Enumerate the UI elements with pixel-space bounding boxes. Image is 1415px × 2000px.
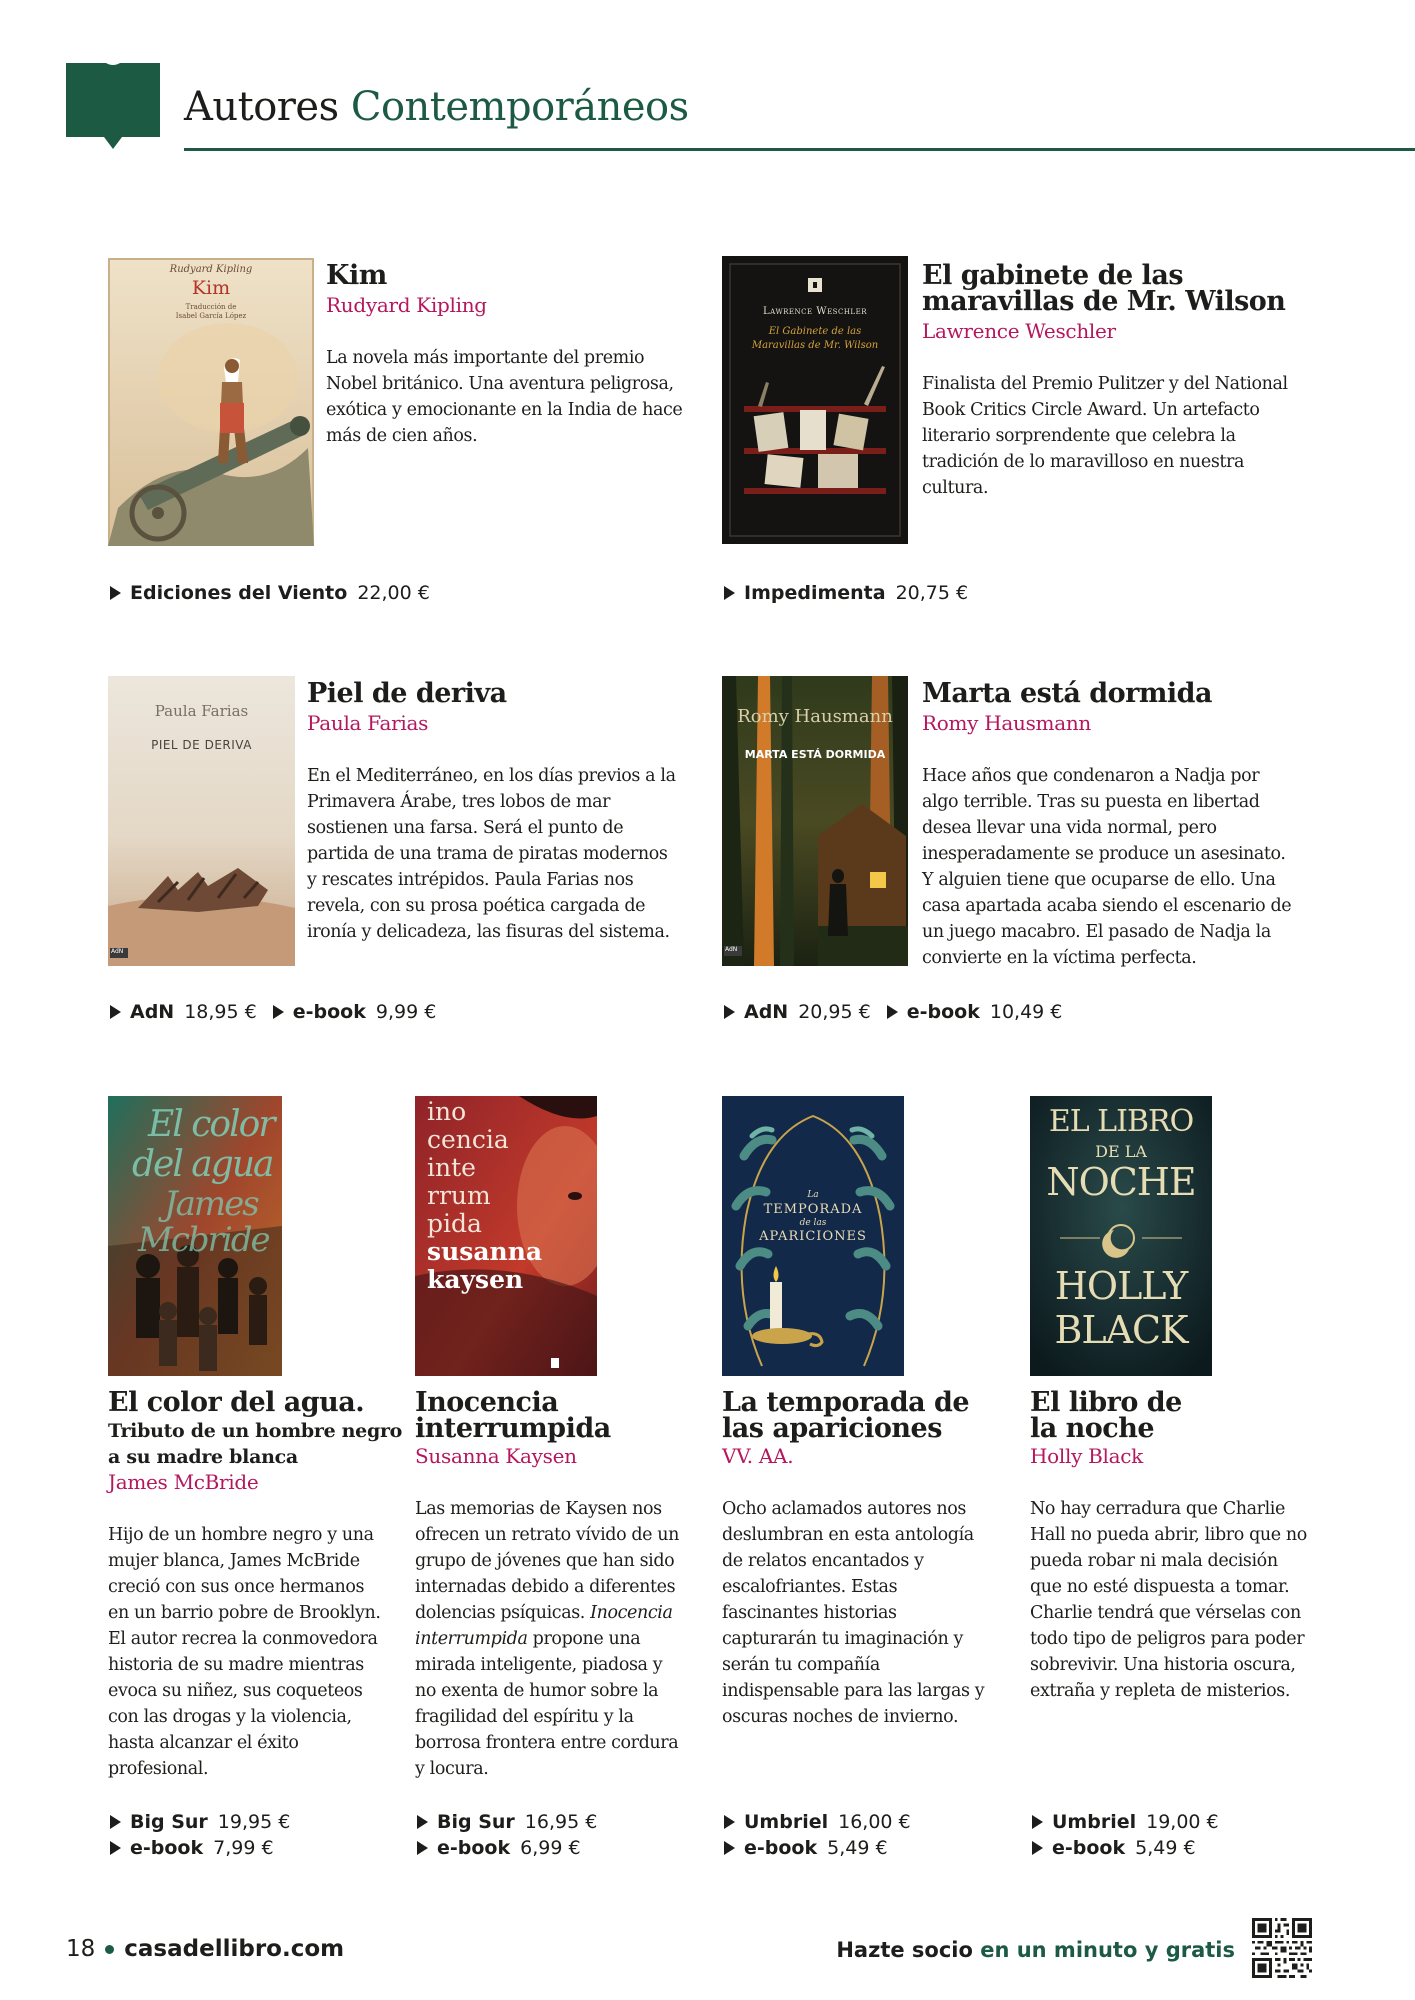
book-cover-inocencia-interrumpida[interactable] bbox=[415, 1096, 597, 1376]
book-icon bbox=[66, 63, 160, 149]
book-cover-la-temporada-de-las-apariciones[interactable] bbox=[722, 1096, 904, 1376]
cover-title: Maravillas de Mr. Wilson bbox=[751, 340, 879, 351]
cover-author: Rudyard Kipling bbox=[169, 264, 253, 275]
cover-logo: AdN bbox=[111, 948, 124, 955]
bullet-icon bbox=[105, 1945, 114, 1954]
book-subtitle: Tributo de un hombre negro a su madre blanca bbox=[108, 1420, 403, 1468]
play-icon bbox=[417, 1841, 428, 1855]
cover-title: El Gabinete de las bbox=[768, 326, 862, 337]
play-icon bbox=[110, 1841, 121, 1855]
book-description: Las memorias de Kaysen nos ofrecen un retrato vívido de un grupo de jóvenes que han sido internadas debido a diferentes dolencias psíquicas. Inocencia interrumpida propone una mirada inteligente, piadosa y no exenta de humor sobre la fragilidad del espíritu y la borrosa frontera entre cordura y locura. bbox=[415, 1499, 680, 1779]
price-line[interactable]: Ediciones del Viento 22,00 € bbox=[110, 581, 446, 605]
book-author[interactable]: Susanna Kaysen bbox=[415, 1444, 577, 1468]
cover-author: HOLLY bbox=[1054, 1264, 1188, 1308]
qr-code-icon[interactable] bbox=[1252, 1918, 1312, 1978]
price-line[interactable]: Umbriel 19,00 € bbox=[1032, 1810, 1235, 1834]
cover-author: James bbox=[164, 1184, 258, 1224]
book-author[interactable]: VV. AA. bbox=[722, 1444, 794, 1468]
book-description: En el Mediterráneo, en los días previos a la Primavera Árabe, tres lobos de mar sostienen una farsa. Será el punto de partida de una trama de piratas modernos y rescates intrépidos. Paula Farias nos revela, con su prosa poética cargada de ironía y delicadeza, las fisuras del sistema. bbox=[307, 766, 676, 942]
play-icon bbox=[1032, 1841, 1043, 1855]
play-icon bbox=[417, 1815, 428, 1829]
cover-title: DE LA bbox=[1095, 1142, 1147, 1161]
page-title: Autores Contemporáneos bbox=[184, 84, 689, 130]
book-author[interactable]: Rudyard Kipling bbox=[326, 293, 487, 317]
cover-title: EL LIBRO bbox=[1048, 1104, 1194, 1139]
cover-title: MARTA ESTÁ DORMIDA bbox=[744, 748, 886, 761]
cover-title: de las bbox=[799, 1218, 827, 1228]
cover-title: APARICIONES bbox=[759, 1229, 867, 1244]
footer-page-info bbox=[66, 1936, 344, 1962]
book-title: La temporada de las apariciones bbox=[722, 1387, 970, 1444]
membership-cta[interactable]: Hazte socio en un minuto y gratis bbox=[836, 1938, 1235, 1962]
price-line[interactable]: e-book 5,49 € bbox=[724, 1836, 904, 1860]
play-icon bbox=[110, 1005, 121, 1019]
site-link[interactable]: casadellibro.com bbox=[124, 1936, 345, 1962]
cover-title: ino cencia inte rrum pida bbox=[427, 1097, 509, 1238]
book-author[interactable]: Lawrence Weschler bbox=[922, 319, 1116, 343]
price-line[interactable]: e-book 7,99 € bbox=[110, 1836, 290, 1860]
play-icon bbox=[110, 1815, 121, 1829]
cover-title: del agua bbox=[132, 1144, 273, 1185]
cover-title: PIEL DE DERIVA bbox=[151, 738, 252, 752]
book-title: Kim bbox=[326, 260, 387, 291]
price-line[interactable]: AdN 18,95 € e-book 9,99 € bbox=[110, 1000, 452, 1024]
price-line[interactable]: Big Sur 19,95 € bbox=[110, 1810, 306, 1834]
cover-credit: Isabel García López bbox=[175, 312, 247, 320]
book-cover-marta-esta-dormida[interactable] bbox=[722, 676, 908, 966]
price-line[interactable]: AdN 20,95 € e-book 10,49 € bbox=[724, 1000, 1078, 1024]
book-description: Finalista del Premio Pulitzer y del National Book Critics Circle Award. Un artefacto literario sorprendente que celebra la tradición de lo maravilloso en nuestra cultura. bbox=[922, 374, 1288, 498]
book-author[interactable]: James McBride bbox=[108, 1470, 259, 1494]
play-icon bbox=[724, 1841, 735, 1855]
cover-author: Lawrence Weschler bbox=[763, 306, 867, 317]
price-line[interactable]: e-book 6,99 € bbox=[417, 1836, 597, 1860]
play-icon bbox=[110, 586, 121, 600]
book-author[interactable]: Holly Black bbox=[1030, 1444, 1143, 1468]
page-number: 18 bbox=[66, 1936, 96, 1962]
cover-title: TEMPORADA bbox=[763, 1202, 863, 1217]
book-author[interactable]: Romy Hausmann bbox=[922, 711, 1091, 735]
play-icon bbox=[1032, 1815, 1043, 1829]
book-description: Ocho aclamados autores nos deslumbran en esta antología de relatos encantados y escalofriantes. Estas fascinantes historias capturarán tu imaginación y serán tu compañía indispensable para las largas y oscuras noches de invierno. bbox=[722, 1499, 985, 1727]
book-title: El color del agua. bbox=[108, 1387, 365, 1418]
book-description: Hace años que condenaron a Nadja por algo terrible. Tras su puesta en libertad desea llevar una vida normal, pero inesperadamente se produce un asesinato. Y alguien tiene que ocuparse de ello. Una casa apartada acaba siendo el escenario de un juego macabro. El pasado de Nadja la convierte en la víctima perfecta. bbox=[922, 766, 1292, 968]
cover-title: Kim bbox=[191, 277, 231, 299]
play-icon bbox=[273, 1005, 284, 1019]
cover-title: El color bbox=[148, 1104, 274, 1145]
price-line[interactable]: Impedimenta 20,75 € bbox=[724, 581, 984, 605]
price-line[interactable]: Big Sur 16,95 € bbox=[417, 1810, 613, 1834]
cover-author: Romy Hausmann bbox=[737, 706, 893, 727]
price-line[interactable]: Umbriel 16,00 € bbox=[724, 1810, 927, 1834]
book-cover-el-color-del-agua[interactable] bbox=[108, 1096, 282, 1376]
book-cover-el-libro-de-la-noche[interactable] bbox=[1030, 1096, 1212, 1376]
play-icon bbox=[724, 1005, 735, 1019]
book-title: Inocencia interrumpida bbox=[415, 1387, 611, 1444]
book-cover-piel-de-deriva[interactable] bbox=[108, 676, 295, 966]
cover-author: Mcbride bbox=[138, 1220, 269, 1260]
book-title: Piel de deriva bbox=[307, 678, 507, 709]
play-icon bbox=[724, 586, 735, 600]
book-title: El gabinete de las maravillas de Mr. Wilson bbox=[922, 260, 1286, 317]
play-icon bbox=[887, 1005, 898, 1019]
book-description: No hay cerradura que Charlie Hall no pueda abrir, libro que no pueda robar ni mala decisión que no esté dispuesta a tomar. Charlie tendrá que vérselas con todo tipo de peligros para poder sobrevivir. Una historia oscura, extraña y repleta de misterios. bbox=[1030, 1499, 1307, 1701]
title-divider bbox=[184, 148, 1415, 151]
play-icon bbox=[724, 1815, 735, 1829]
book-author[interactable]: Paula Farias bbox=[307, 711, 429, 735]
cover-author: Paula Farias bbox=[154, 702, 249, 720]
cover-author: susanna kaysen bbox=[427, 1237, 543, 1294]
book-cover-kim[interactable] bbox=[108, 258, 314, 546]
book-cover-gabinete[interactable] bbox=[722, 256, 908, 544]
cover-title: La bbox=[807, 1190, 819, 1200]
book-description: Hijo de un hombre negro y una mujer blanca, James McBride creció con sus once hermanos en un barrio pobre de Brooklyn. El autor recrea la conmovedora historia de su madre mientras evoca su niñez, sus coqueteos con las drogas y la violencia, hasta alcanzar el éxito profesional. bbox=[108, 1525, 381, 1779]
cover-logo: AdN bbox=[725, 946, 738, 953]
book-title: Marta está dormida bbox=[922, 678, 1213, 709]
book-title: El libro de la noche bbox=[1030, 1387, 1182, 1444]
cover-author: BLACK bbox=[1054, 1308, 1188, 1352]
book-description: La novela más importante del premio Nobel británico. Una aventura peligrosa, exótica y emocionante en la India de hace más de cien años. bbox=[326, 348, 683, 446]
price-line[interactable]: e-book 5,49 € bbox=[1032, 1836, 1212, 1860]
cover-credit: Traducción de bbox=[185, 303, 237, 311]
cover-title: NOCHE bbox=[1046, 1160, 1196, 1204]
